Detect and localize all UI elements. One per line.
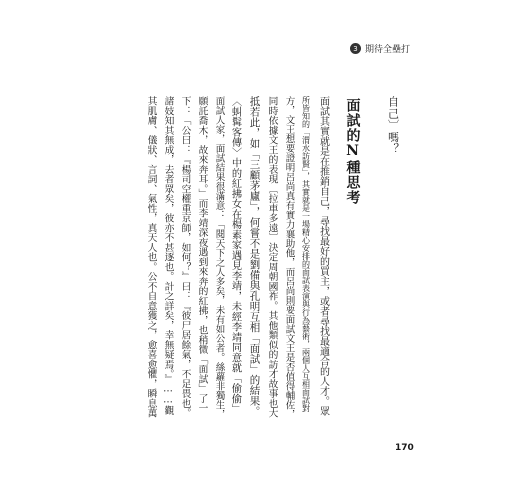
quote-column: 願託喬木，故來奔耳。」而李靖深夜遇到來奔的紅拂，也稍微「面試」了一: [196, 96, 208, 413]
quote-column: 其肌膚、儀狀、言詞、氣性，真天人也。公不自意獲之，愈喜愈懼，瞬息萬: [145, 96, 157, 418]
running-header: [350, 42, 410, 55]
text-column: 〈虯髯客傳〉中的紅拂女在楊素家遇見李靖，未經李靖同意就「偷偷」: [229, 96, 242, 414]
chapter-title: 期待全壘打: [365, 45, 411, 55]
text-column: 方，文王想要證明呂尚真有實力襄助他，而呂尚則要面試文王是否值得輔佐，: [283, 96, 295, 419]
quote-column: 下：「公曰：『楊司空權重京師，如何？』曰：『彼尸居餘氣，不足畏也。: [179, 96, 191, 418]
text-column: 面試人家，面試結果很滿意：「閱天下之人多矣，未有如公者。絲蘿非獨生，: [213, 96, 225, 419]
chapter-number-badge: 3: [350, 43, 361, 54]
text-column: 自己〕嗎？: [386, 96, 400, 155]
quote-column: 諸妓知其無成，去者眾矣，彼亦不甚逐也。計之詳矣，幸無疑焉。』……觀: [162, 96, 174, 416]
section-heading: 面試的N種思考: [344, 98, 361, 205]
text-column: 同時依據文王的表現〔拉車多遠〕決定周朝國祚。其他類似的訪才故事也大: [266, 96, 278, 418]
page-number: 170: [395, 443, 414, 453]
text-column: 所皆知的「渭水訪賢」，其實就是一場精心安排的面試表演與行為藝術，兩個人互相面試對: [301, 96, 311, 412]
text-column: 抵若此，如「三顧茅廬」，何嘗不是劉備與孔明互相「面試」的結果。: [248, 96, 261, 417]
text-column: 面試其實就是在推銷自己，尋找最好的買主，或者尋找最適合的人才。眾: [317, 96, 329, 416]
